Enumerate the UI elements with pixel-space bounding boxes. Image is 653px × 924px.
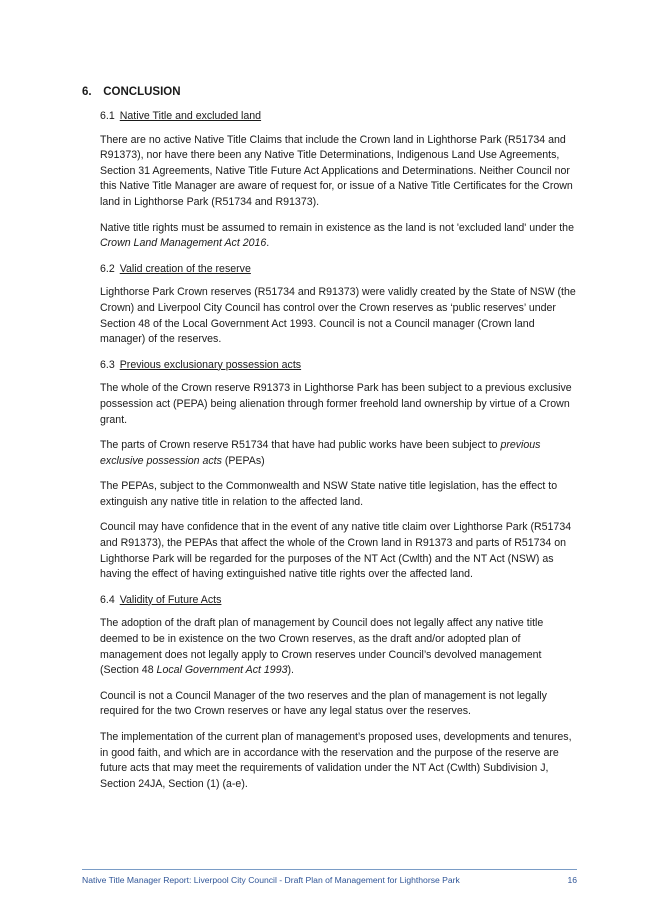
paragraph — [100, 438, 582, 469]
paragraph — [100, 381, 582, 428]
subsection-title: Valid creation of the reserve — [119, 262, 251, 275]
subsection-title: Native Title and excluded land — [119, 110, 262, 122]
text-run: The adoption of the draft plan of management by Council does not legally affect any native title deemed to be in existence on the two Crown reserves, as the draft and/or adopted plan of management does not legally apply to Crown reserves under Council’s devolved management (Section 48 — [100, 617, 544, 677]
italic-text: Crown Land Management Act 2016 — [100, 237, 267, 250]
section-number: 6. — [82, 86, 92, 98]
text-run: Lighthorse Park Crown reserves (R51734 and R91373) were validly created by the State of NSW (the Crown) and Liverpool City Council has control over the Crown reserves as ‘public reserves’ under Section 48 of the Local Government Act 1993. Council is not a Council manager (Crown land manager) of the reserves. — [100, 286, 576, 346]
text-run: The implementation of the current plan of management’s proposed uses, developments and tenures, in good faith, and which are in accordance with the reservation and the purpose of the reserve are future acts that may meet the requirements of validation under the NT Act (Cwlth) Subdivision J, Section 24JA, Section (1) (a-e). — [100, 731, 572, 790]
text-run: The whole of the Crown reserve R91373 in Lighthorse Park has been subject to a previous exclusive possession act (PEPA) being alienation through former freehold land ownership by virtue of a Crown grant. — [100, 382, 572, 426]
paragraph — [100, 479, 582, 510]
paragraph — [100, 285, 582, 347]
italic-text: previous exclusive possession acts — [100, 439, 541, 467]
section-title: CONCLUSION — [103, 86, 181, 98]
section-heading — [82, 86, 181, 98]
page-number: 16 — [567, 875, 577, 885]
subsection-heading — [100, 262, 582, 278]
subsection-title: Validity of Future Acts — [119, 593, 222, 606]
subsection-title: Previous exclusionary possession acts — [119, 358, 302, 371]
footer-text: Native Title Manager Report: Liverpool City Council - Draft Plan of Management for Lighthorse Park — [82, 875, 460, 885]
paragraph — [100, 730, 582, 792]
subsection-number: 6.1 — [100, 110, 115, 122]
paragraph — [100, 221, 582, 252]
italic-text: Local Government Act 1993 — [156, 664, 288, 677]
subsection-heading — [100, 358, 582, 374]
paragraph — [100, 520, 582, 582]
text-run: . — [266, 237, 270, 250]
paragraph — [100, 133, 582, 211]
page-footer — [82, 869, 577, 885]
subsection-number: 6.4 — [100, 593, 115, 606]
text-run: The parts of Crown reserve R51734 that have had public works have been subject to — [100, 439, 501, 452]
text-run: (PEPAs) — [221, 454, 265, 467]
subsection-number: 6.3 — [100, 358, 115, 371]
text-run: Council may have confidence that in the event of any native title claim over Lighthorse Park (R51734 and R91373), the PEPAs that affect the whole of the Crown land in R91373 and parts of R51734 on Lighthorse Park will be regarded for the purposes of the NT Act (Cwlth) and the NT Act (NSW) as having the effect of having extinguished native title rights over the affected land. — [100, 521, 572, 581]
paragraph — [100, 689, 582, 720]
document-body — [100, 109, 582, 802]
text-run: ). — [287, 664, 294, 677]
text-run: Native title rights must be assumed to remain in existence as the land is not 'excluded land' under the — [100, 221, 574, 234]
subsection-heading — [100, 593, 582, 609]
subsection-number: 6.2 — [100, 262, 115, 275]
text-run: Council is not a Council Manager of the two reserves and the plan of management is not legally required for the two Crown reserves or have any legal status over the reserves. — [100, 689, 547, 718]
text-run: There are no active Native Title Claims that include the Crown land in Lighthorse Park (R51734 and R91373), nor have there been any Native Title Determinations, Indigenous Land Use Agreements, Section 31 Agreements, Native Title Future Act Applications and Determinations. Neither Council nor this Native Title Manager are aware of request for, or issue of a Native Title Certificates for the Crown land in Lighthorse Park (R51734 and R91373). — [100, 133, 573, 208]
subsection-heading — [100, 109, 582, 125]
text-run: The PEPAs, subject to the Commonwealth and NSW State native title legislation, has the effect to extinguish any native title in relation to the affected land. — [100, 480, 558, 508]
paragraph — [100, 616, 582, 678]
